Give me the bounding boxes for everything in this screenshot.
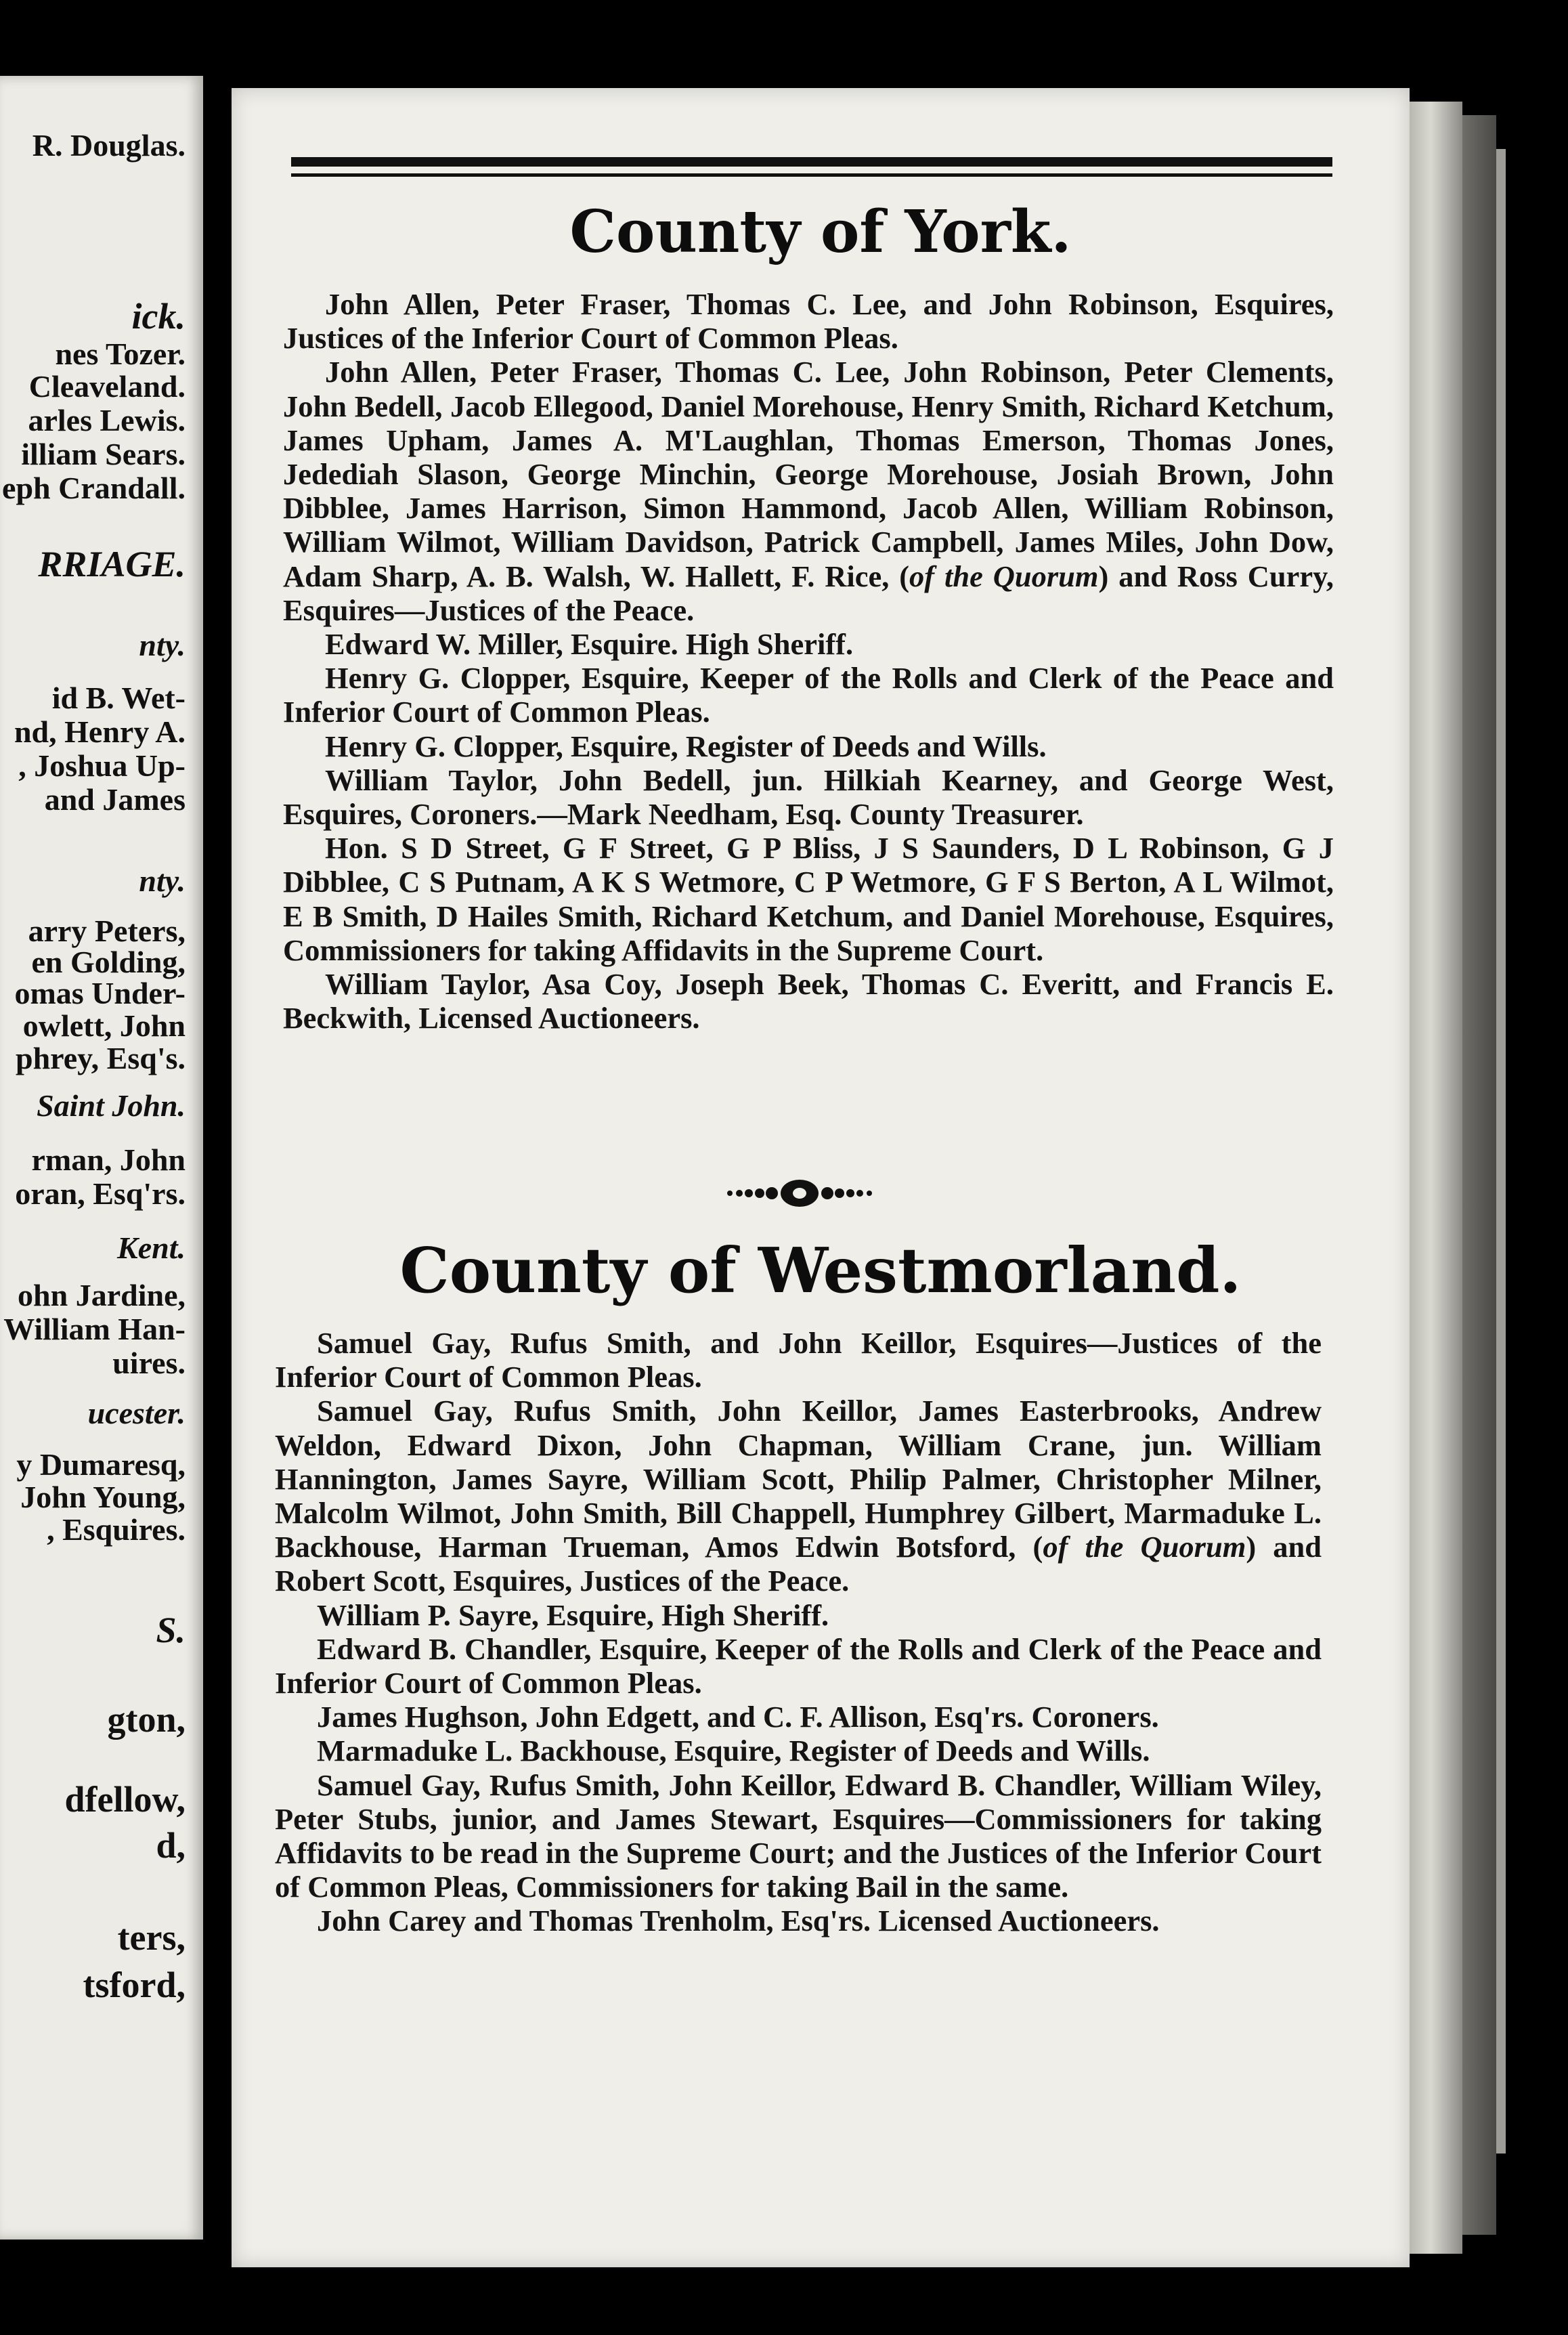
york-paragraph xyxy=(283,355,1334,627)
paragraph-text: William Taylor, Asa Coy, Joseph Beek, Thomas C. Everitt, and Francis E. Beckwith, Licensed Auctioneers. xyxy=(283,967,1334,1035)
book-spine-shadow xyxy=(1462,115,1496,2235)
facing-page-line: omas Under- xyxy=(14,976,186,1010)
westmorland-paragraph xyxy=(275,1326,1322,1394)
facing-page-line: ucester. xyxy=(87,1396,186,1430)
facing-page-line: arles Lewis. xyxy=(28,403,186,437)
paragraph-text: ) and Robert Scott, Esquires, Justices of the Peace. xyxy=(275,1530,1322,1598)
facing-page-line: phrey, Esq's. xyxy=(16,1041,186,1075)
york-paragraph xyxy=(283,729,1334,763)
york-paragraph xyxy=(283,661,1334,729)
westmorland-section xyxy=(275,1326,1322,1938)
italic-phrase: of the Quorum xyxy=(1043,1530,1246,1564)
facing-page-line: , Esquires. xyxy=(47,1512,186,1547)
facing-page-line: R. Douglas. xyxy=(32,128,186,163)
paragraph-text: John Allen, Peter Fraser, Thomas C. Lee, John Robinson, Peter Clements, John Bedell, Jacob Ellegood, Daniel Morehouse, Henry Smith, Richard Ketchum, James Upham, James A. M'Laughlan, Thomas Emerson, Thomas Jones, Jedediah Slason, George Minchin, George Morehouse, Josiah Brown, John Dibblee, James Harrison, Simon Hammond, Jacob Allen, William Robinson, William Wilmot, William Davidson, Patrick Campbell, James Miles, John Dow, Adam Sharp, A. B. Walsh, W. Hallett, F. Rice, ( xyxy=(283,355,1334,593)
york-paragraph xyxy=(283,763,1334,831)
facing-page-line: RRIAGE. xyxy=(38,544,186,584)
facing-page-line: John Young, xyxy=(20,1480,186,1514)
facing-page-line: arry Peters, xyxy=(28,914,186,948)
westmorland-paragraph xyxy=(275,1700,1322,1734)
facing-page-line: en Golding, xyxy=(31,945,186,979)
paragraph-text: Henry G. Clopper, Esquire, Register of Deeds and Wills. xyxy=(325,729,1047,763)
paragraph-text: ) and Ross Curry, Esquires—Justices of the Peace. xyxy=(283,559,1334,627)
york-paragraph xyxy=(283,967,1334,1035)
paragraph-text: William P. Sayre, Esquire, High Sheriff. xyxy=(317,1598,829,1632)
paragraph-text: Samuel Gay, Rufus Smith, John Keillor, James Easterbrooks, Andrew Weldon, Edward Dixon, John Chapman, William Crane, jun. William Hannington, James Sayre, William Scott, Philip Palmer, Christopher Milner, Malcolm Wilmot, John Smith, Bill Chappell, Humphrey Gilbert, Marmaduke L. Backhouse, Harman Trueman, Amos Edwin Botsford, ( xyxy=(275,1394,1322,1564)
page-edge xyxy=(1410,102,1462,2254)
heading-county-of-westmorland: County of Westmorland. xyxy=(399,1234,1242,1307)
paragraph-text: Henry G. Clopper, Esquire, Keeper of the Rolls and Clerk of the Peace and Inferior Court of Common Pleas. xyxy=(283,661,1334,729)
facing-page-line: nty. xyxy=(139,863,186,898)
westmorland-paragraph xyxy=(275,1768,1322,1904)
facing-page-line: id B. Wet- xyxy=(51,681,186,715)
york-section xyxy=(283,287,1334,1035)
paragraph-text: John Allen, Peter Fraser, Thomas C. Lee, and John Robinson, Esquires, Justices of the Inferior Court of Common Pleas. xyxy=(283,287,1334,356)
facing-page-line: oran, Esq'rs. xyxy=(15,1176,186,1211)
facing-page-line: uires. xyxy=(112,1346,186,1380)
paragraph-text: Hon. S D Street, G F Street, G P Bliss, J S Saunders, D L Robinson, G J Dibblee, C S Putnam, A K S Wetmore, C P Wetmore, G F S Berton, A L Wilmot, E B Smith, D Hailes Smith, Richard Ketchum, and Daniel Morehouse, Esquires, Commissioners for taking Affidavits in the Supreme Court. xyxy=(283,831,1334,967)
facing-page-line: illiam Sears. xyxy=(21,437,186,471)
facing-page-line: gton, xyxy=(107,1699,186,1740)
westmorland-paragraph xyxy=(275,1394,1322,1598)
facing-page-line: rman, John xyxy=(31,1142,186,1177)
paragraph-text: Samuel Gay, Rufus Smith, John Keillor, Edward B. Chandler, William Wiley, Peter Stubs, junior, and James Stewart, Esquires—Commissioners for taking Affidavits to be read in the Supreme Court; and the Justices of the Inferior Court of Common Pleas, Commissioners for taking Bail in the same. xyxy=(275,1768,1322,1904)
facing-page-line: Kent. xyxy=(117,1230,186,1265)
ornament-divider xyxy=(722,1177,877,1209)
facing-page-line: nes Tozer. xyxy=(55,337,186,371)
facing-page-line: Cleaveland. xyxy=(28,369,186,404)
facing-page-line: Saint John. xyxy=(37,1088,186,1123)
facing-page-line: ters, xyxy=(117,1917,186,1958)
westmorland-paragraph xyxy=(275,1598,1322,1632)
york-paragraph xyxy=(283,627,1334,661)
facing-page-line: eph Crandall. xyxy=(2,471,186,505)
facing-page-line: William Han- xyxy=(3,1312,186,1346)
paragraph-text: Edward B. Chandler, Esquire, Keeper of the Rolls and Clerk of the Peace and Inferior Court of Common Pleas. xyxy=(275,1631,1322,1700)
facing-page-fragment xyxy=(0,76,203,2240)
page-edge-strip xyxy=(1496,149,1506,2154)
paragraph-text: Edward W. Miller, Esquire. High Sheriff. xyxy=(325,627,854,662)
facing-page-line: , Joshua Up- xyxy=(18,748,186,783)
paragraph-text: James Hughson, John Edgett, and C. F. Allison, Esq'rs. Coroners. xyxy=(317,1700,1159,1734)
italic-phrase: of the Quorum xyxy=(909,559,1099,593)
facing-page-line: y Dumaresq, xyxy=(16,1447,186,1482)
york-paragraph xyxy=(283,287,1334,355)
paragraph-text: Marmaduke L. Backhouse, Esquire, Register of Deeds and Wills. xyxy=(317,1734,1150,1768)
facing-page-line: owlett, John xyxy=(22,1008,186,1043)
header-rule-thin xyxy=(291,173,1332,177)
westmorland-paragraph xyxy=(275,1904,1322,1937)
heading-county-of-york: County of York. xyxy=(569,198,1072,266)
facing-page-line: tsford, xyxy=(83,1965,186,2005)
facing-page-line: S. xyxy=(156,1610,186,1650)
header-rule-thick xyxy=(291,157,1332,167)
facing-page-line: nty. xyxy=(139,628,186,662)
facing-page-line: d, xyxy=(156,1825,186,1866)
york-paragraph xyxy=(283,831,1334,967)
paragraph-text: Samuel Gay, Rufus Smith, and John Keillor, Esquires—Justices of the Inferior Court of Common Pleas. xyxy=(275,1326,1322,1394)
paragraph-text: William Taylor, John Bedell, jun. Hilkiah Kearney, and George West, Esquires, Coroners.—Mark Needham, Esq. County Treasurer. xyxy=(283,763,1334,832)
facing-page-line: nd, Henry A. xyxy=(14,714,186,749)
westmorland-paragraph xyxy=(275,1632,1322,1700)
facing-page-line: and James xyxy=(44,782,186,817)
westmorland-paragraph xyxy=(275,1734,1322,1768)
facing-page-line: dfellow, xyxy=(64,1779,186,1820)
facing-page-line: ohn Jardine, xyxy=(18,1278,186,1312)
facing-page-line: ick. xyxy=(131,296,186,337)
paragraph-text: John Carey and Thomas Trenholm, Esq'rs. Licensed Auctioneers. xyxy=(317,1904,1160,1938)
